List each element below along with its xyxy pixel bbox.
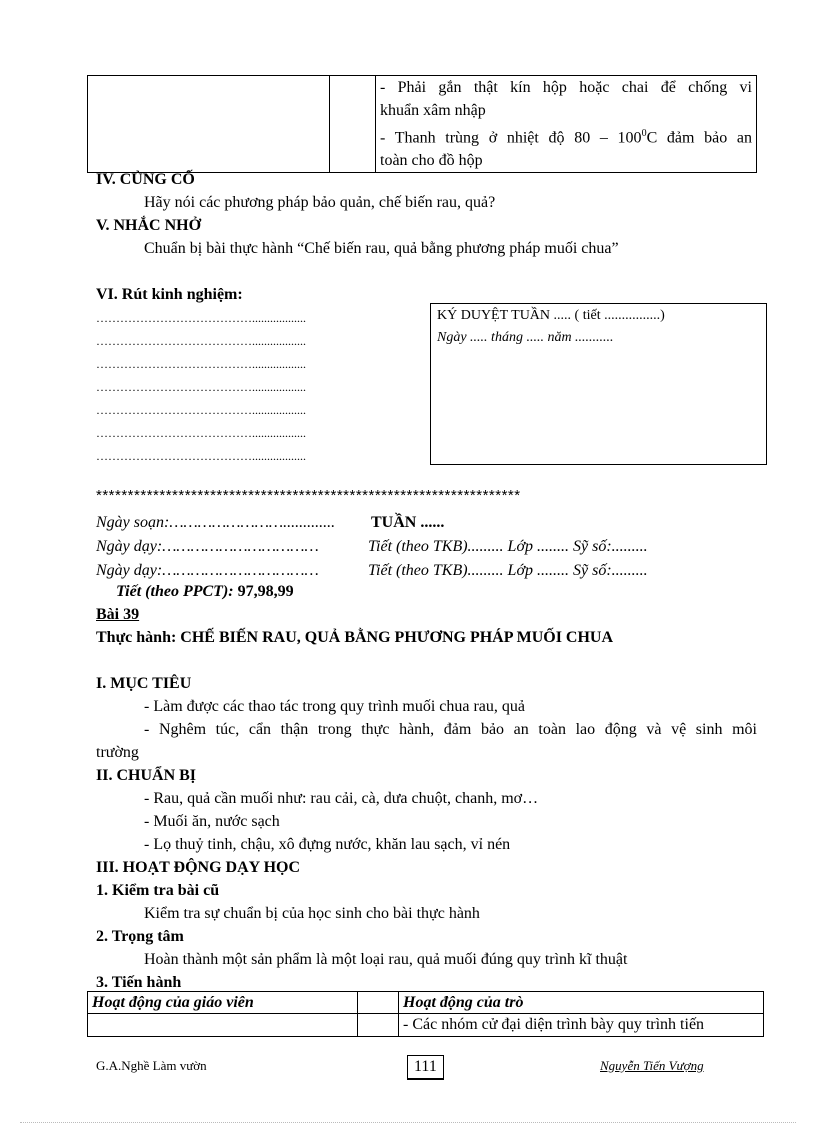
top-table-line: - Phải gắn thật kín hộp hoặc chai để chống vi — [380, 79, 752, 96]
muc-tieu-item: - Nghêm túc, cẩn thận trong thực hành, đảm bảo an toàn lao động và vệ sinh môi — [144, 721, 757, 738]
dot-line: ………………………………….................. — [96, 357, 306, 371]
chuan-bi-item: - Rau, quả cần muối như: rau cải, cà, dưa chuột, chanh, mơ… — [144, 790, 539, 807]
muc-tieu-heading: I. MỤC TIÊU — [96, 675, 192, 692]
section5-heading: V. NHẮC NHỞ — [96, 217, 202, 234]
lesson-title: Thực hành: CHẾ BIẾN RAU, QUẢ BẰNG PHƯƠNG PHÁP MUỐI CHUA — [96, 629, 614, 646]
dot-line: ………………………………….................. — [96, 334, 306, 348]
top-table-cell-1 — [88, 76, 330, 173]
section4-heading: IV. CỦNG CỐ — [96, 171, 195, 188]
section4-text: Hãy nói các phương pháp bảo quản, chế biến rau, quả? — [144, 194, 496, 211]
top-table-line: khuẩn xâm nhập — [380, 102, 486, 119]
chuan-bi-heading: II. CHUẨN BỊ — [96, 767, 197, 784]
table-spacer-header — [358, 992, 399, 1014]
kiem-tra-text: Kiểm tra sự chuẩn bị của học sinh cho bài thực hành — [144, 905, 480, 922]
top-table — [87, 75, 757, 173]
separator-stars: ******************************************************************* — [96, 487, 521, 504]
tiet-ppct — [116, 582, 294, 602]
trong-tam-heading: 2. Trọng tâm — [96, 928, 184, 945]
teacher-activity-header: Hoạt động của giáo viên — [88, 992, 358, 1014]
approval-date: Ngày ..... tháng ..... năm ........... — [437, 330, 614, 345]
top-table-line: - Thanh trùng ở nhiệt độ $80 - 100^0C$ đảm bảo an — [380, 128, 753, 147]
tiet-tkb-2: Tiết (theo TKB)......... Lớp ........ Sỹ số:......... — [368, 562, 648, 579]
student-activity-cell: - Các nhóm cử đại diện trình bày quy trình tiến — [399, 1014, 764, 1037]
top-table-cell-2 — [330, 76, 376, 173]
chuan-bi-item: - Muối ăn, nước sạch — [144, 813, 280, 830]
dot-line: ………………………………….................. — [96, 426, 306, 440]
chuan-bi-item: - Lọ thuỷ tinh, chậu, xô đựng nước, khăn lau sạch, vỉ nén — [144, 836, 511, 853]
approval-box — [430, 303, 767, 465]
section6-heading: VI. Rút kinh nghiệm: — [96, 286, 243, 303]
approval-title: KÝ DUYỆT TUẦN ..... ( tiết ................) — [437, 308, 665, 323]
tien-hanh-heading: 3. Tiến hành — [96, 974, 182, 991]
footer-left: G.A.Nghề Làm vườn — [96, 1058, 207, 1073]
table-spacer-cell — [358, 1014, 399, 1037]
teacher-activity-cell — [88, 1014, 358, 1037]
dot-line: ………………………………….................. — [96, 380, 306, 394]
page-number: 111 — [407, 1055, 444, 1080]
tuan: TUẦN ...... — [371, 514, 445, 531]
section5-text: Chuẩn bị bài thực hành “Chế biến rau, quả bằng phương pháp muối chua” — [144, 240, 619, 257]
trong-tam-text: Hoàn thành một sản phẩm là một loại rau, quả muối đúng quy trình kĩ thuật — [144, 951, 628, 968]
lesson-number: Bài 39 — [96, 606, 140, 623]
footer-right: Nguyễn Tiến Vượng — [600, 1058, 704, 1073]
dot-line: ………………………………….................. — [96, 449, 306, 463]
tiet-ppct-label: Tiết (theo PPCT): — [116, 583, 234, 600]
muc-tieu-item-cont: trường — [96, 744, 139, 761]
dot-line: ………………………………….................. — [96, 403, 306, 417]
student-activity-header: Hoạt động của trò — [399, 992, 764, 1014]
top-table-line: toàn cho đồ hộp — [380, 152, 483, 170]
hoat-dong-heading: III. HOẠT ĐỘNG DẠY HỌC — [96, 859, 301, 876]
ngay-day-2: Ngày dạy:…………………………… — [96, 562, 319, 579]
superscript-zero: 0 — [641, 128, 647, 139]
dot-line: ………………………………….................. — [96, 311, 306, 325]
muc-tieu-item: - Làm được các thao tác trong quy trình muối chua rau, quả — [144, 698, 525, 715]
top-table-cell-3 — [376, 76, 757, 173]
kiem-tra-heading: 1. Kiểm tra bài cũ — [96, 882, 220, 899]
activity-table — [87, 991, 764, 1037]
ngay-day-1: Ngày dạy:…………………………… — [96, 538, 319, 555]
tiet-ppct-value: 97,98,99 — [237, 583, 294, 600]
tiet-tkb-1: Tiết (theo TKB)......... Lớp ........ Sỹ số:......... — [368, 538, 648, 555]
ngay-soan: Ngày soạn:……………………............. — [96, 514, 336, 531]
